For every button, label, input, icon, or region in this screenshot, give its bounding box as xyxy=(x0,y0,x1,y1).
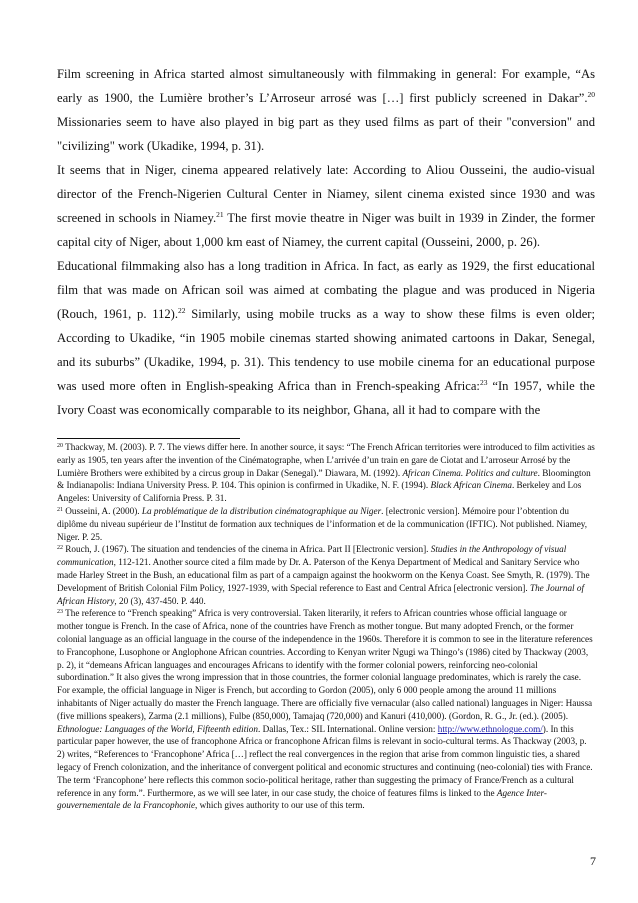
footnote-ref-22[interactable]: 22 xyxy=(178,306,186,315)
paragraph-3: Educational filmmaking also has a long tradition in Africa. In fact, as early as 1929, the first educational film that was made on African soil was aimed at combating the plague and was produced in Nigeria (Rouch, 1961, p. 112).$^{22}$ Similarly, using mobile trucks as a way to show these films is even older; According to Ukadike, “in 1905 mobile cinemas started showing animated cartoons in Dakar, Senegal, and its suburbs” (Ukadike, 1994, p. 31). This tendency to use mobile cinema for an educational purpose was used more often in English-speaking Africa than in French-speaking Africa:$^{23}$ “In 1957, while the Ivory Coast was economically comparable to its neighbor, Ghana, all it had to compare with the xyxy=(57,259,595,417)
footnote-separator xyxy=(57,438,240,439)
footnotes xyxy=(57,441,595,812)
body-text xyxy=(57,62,595,422)
footnote-20: $^{20}$ Thackway, M. (2003). P. 7. The views differ here. In another source, it says: “The French African territories were introduced to film activities as early as 1905, ten years after the invention of the Cinématographe, when L’arrivée d’un train en gare de Ciotat and L’arroseur Arrosé by the Lumière Brothers were exhibited by a circus group in Dakar (Senegal).” Diawara, M. (1992). African Cinema. Politics and culture. Bloomington & Indianapolis: Indiana University Press. P. 104. This opinion is confirmed in Ukadike, N. F. (1994). Black African Cinema. Berkeley and Los Angeles: University of California Press. P. 31. xyxy=(57,442,595,504)
footnote-22: $^{22}$ Rouch, J. (1967). The situation and tendencies of the cinema in Africa. Part II [Electronic version]. Studies in the Anthropology of visual communication, 112-121. Another source cited a film made by Dr. A. Paterson of the Kenya Department of Medical and Sanitary Service who made Harley Street in the Bush, an educational film as part of a campaign against the hookworm on the Kenya Coast. See Smyth, R. (1979). The Development of British Colonial Film Policy, 1927-1939, with Special reference to East and Central Africa [electronic version]. The Journal of African History, 20 (3), 437-450. P. 440. xyxy=(57,544,590,606)
page-number: 7 xyxy=(590,854,596,868)
footnote-ref-23[interactable]: 23 xyxy=(479,378,488,387)
footnote-ref-21[interactable]: 21 xyxy=(216,210,224,219)
paragraph-2: It seems that in Niger, cinema appeared relatively late: According to Aliou Ousseini, the audio-visual director of the French-Nigerien Cultural Center in Niamey, silent cinema existed since 1930 and was screened in schools in Niamey.$^{21}$ The first movie theatre in Niger was built in 1939 in Zinder, the former capital city of Niger, about 1,000 km east of Niamey, the current capital (Ousseini, 2000, p. 26). xyxy=(57,163,595,249)
ethnologue-link[interactable]: http://www.ethnologue.com/ xyxy=(437,723,543,734)
paragraph-1: Film screening in Africa started almost simultaneously with filmmaking in general: For example, “As early as 1900, the Lumière brother’s L’Arroseur arrosé was […] first publicly screened in Dakar”.$^{20}$ Missionaries seem to have also played in big part as they used films as part of their "conversion" and "civilizing" work (Ukadike, 1994, p. 31). xyxy=(57,67,595,153)
footnote-23: $^{23}$ The reference to “French speaking” Africa is very controversial. Taken literarily, it refers to African countries whose official language or mother tongue is French. In the case of Africa, none of the countries have French as mother tongue. But many adopted French, or the former colonial language as an official language in the course of the independence in the 1960s. Therefore it is common to see in the literature references to Francophone, Lusophone or Anglophone African countries. According to Kenyan writer Ngugi wa Thingo’s (1986) cited by Thackway (2003, p. 2), it “demeans African languages and encourages Africans to identify with the former colonial powers, reinforcing neo-colonial subordination.” It also gives the wrong impression that in those countries, the former colonial language predominates, which is rarely the case. For example, the official language in Niger is French, but according to Gordon (2005), only 6 000 people among the around 11 millions inhabitants of Niger actually do master the French language. There are officially five vernacular (also called national) languages in Niger: Haussa (five millions speakers), Zarma (2.1 millions), Fulbe (850,000), Tamajaq (720,000) and Kanuri (410,000). (Gordon, R. G., Jr. (ed.). (2005). Ethnologue: Languages of the World, Fifteenth edition. Dallas, Tex.: SIL International. Online version: http://www.ethnologue.com/). In this particular paper however, the use of francophone Africa or francophone African films is relevant in socio-cultural terms. As Thackway (2003, p. 2) writes, “References to ‘Francophone’ Africa […] reflect the real convergences in the region that arise from common linguistic ties, a shared legacy of French colonization, and the inheritance of convergent political and economic structures and continuing (neo-colonial) ties with France. The term ‘Francophone’ here reflects this common socio-political heritage, rather than suggesting the primacy of France/French as a cultural reference in any form.”. Furthermore, as we will see later, in our case study, the choice of features films is linked to the Agence Inter-gouvernementale de la Francophonie, which gives authority to our use of this term. xyxy=(57,608,593,811)
footnote-21: $^{21}$ Ousseini, A. (2000). La problématique de la distribution cinématographique au Niger. [electronic version]. Mémoire pour l’obtention du diplôme du niveau supérieur de l’Institut de formation aux techniques de l’information et de la communication (IFTIC). Not published. Niamey, Niger. P. 25. xyxy=(57,505,588,542)
footnote-ref-20[interactable]: 20 xyxy=(587,90,595,99)
